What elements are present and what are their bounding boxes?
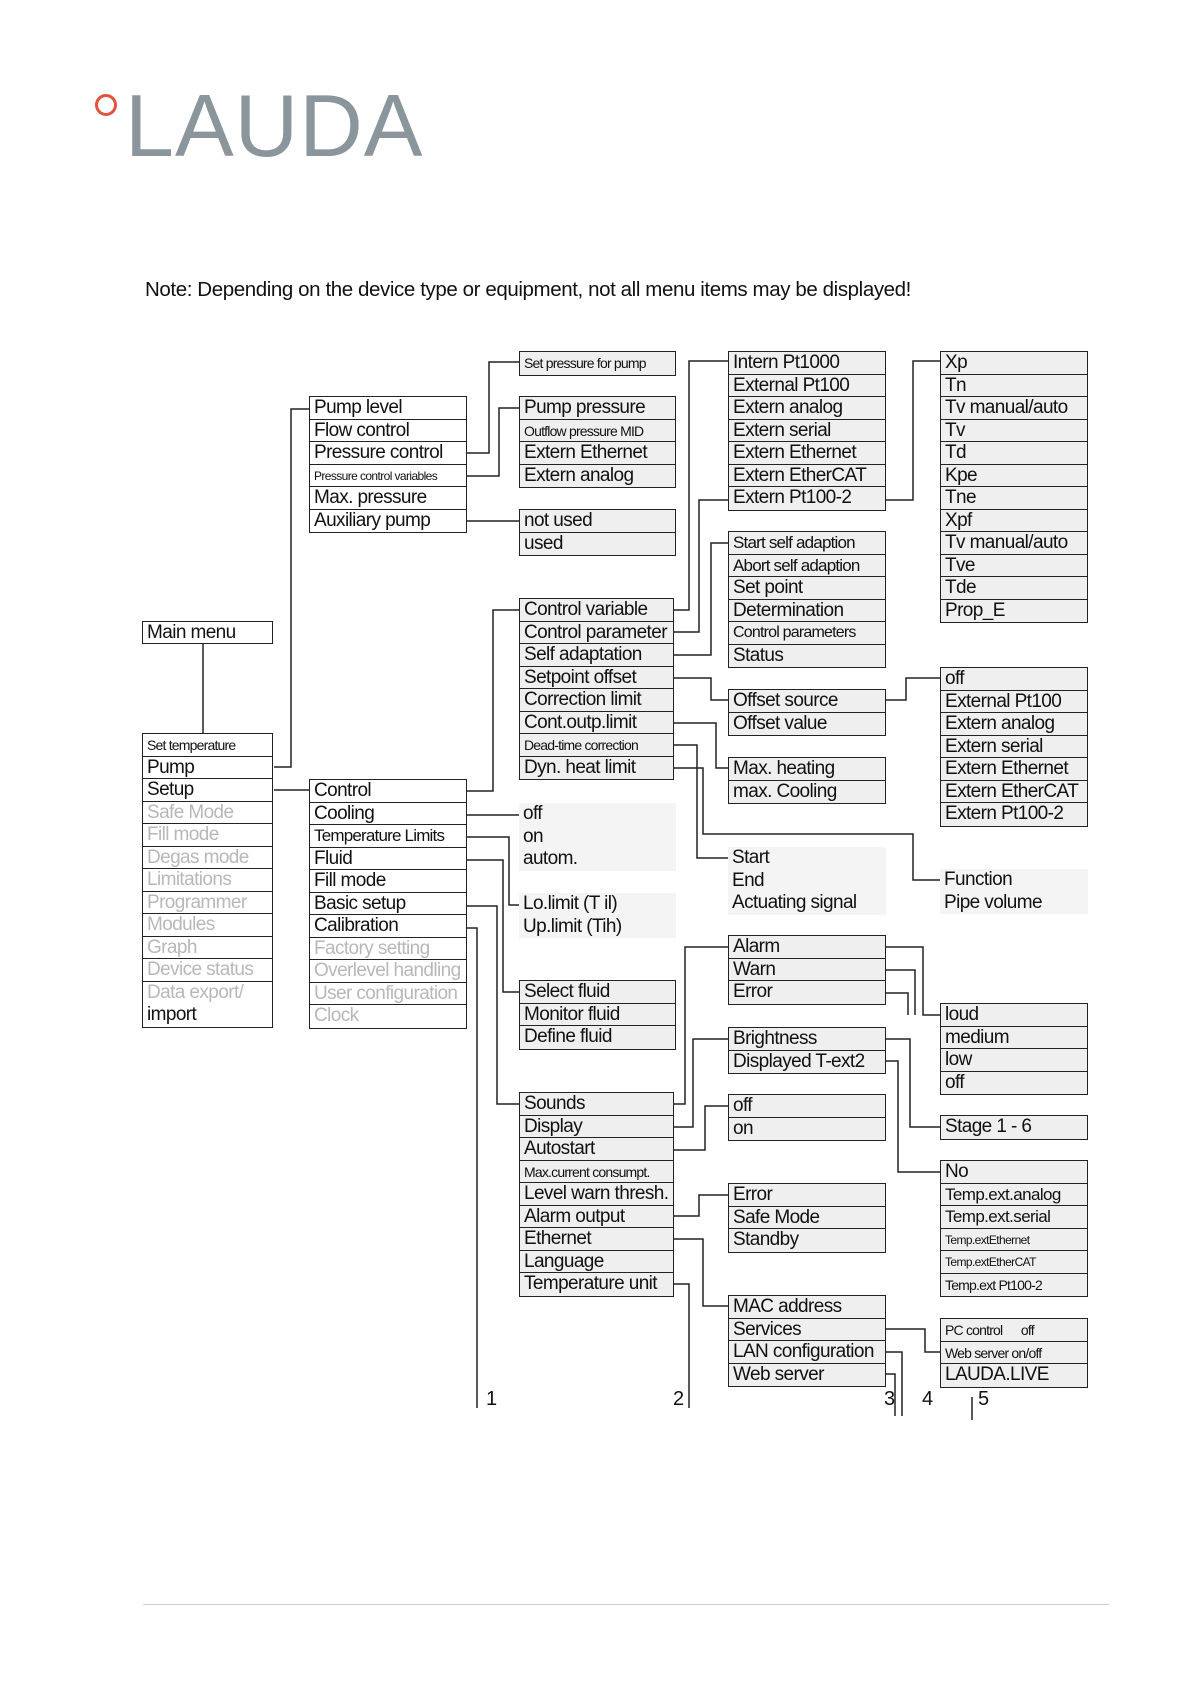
dt-actuating-signal[interactable]: Actuating signal: [732, 892, 857, 913]
setup-factory-setting[interactable]: Factory setting: [310, 938, 466, 961]
note-text: Note: Depending on the device type or equipment, not all menu items may be displayed!: [145, 278, 911, 301]
setup-user-configuration[interactable]: User configuration: [310, 983, 466, 1006]
cv-external-pt100[interactable]: External Pt100: [729, 375, 885, 398]
param-tve[interactable]: Tve: [941, 555, 1087, 578]
ao-standby[interactable]: Standby: [729, 1229, 885, 1252]
os-off[interactable]: off: [941, 668, 1087, 691]
param-kpe[interactable]: Kpe: [941, 465, 1087, 488]
text2-ethernet[interactable]: Temp.extEthernet: [941, 1229, 1087, 1252]
bs-language[interactable]: Language: [520, 1251, 673, 1274]
autostart-on[interactable]: on: [729, 1118, 885, 1141]
vol-loud[interactable]: loud: [941, 1004, 1087, 1027]
os-extern-serial[interactable]: Extern serial: [941, 736, 1087, 759]
cv-intern-pt1000[interactable]: Intern Pt1000: [729, 352, 885, 375]
t-ext2-options: [940, 1160, 1088, 1297]
pressure-control-variables[interactable]: Pressure control variables: [310, 465, 466, 488]
setup-calibration[interactable]: Calibration: [310, 915, 466, 938]
menu-item-graph[interactable]: Graph: [143, 937, 272, 960]
setup-cooling[interactable]: Cooling: [310, 803, 466, 826]
outflow-pressure[interactable]: Outflow pressure MID: [520, 420, 675, 443]
dt-end[interactable]: End: [732, 869, 765, 891]
sa-determination[interactable]: Determination: [729, 600, 885, 623]
brightness[interactable]: Brightness: [729, 1028, 885, 1051]
param-td[interactable]: Td: [941, 442, 1087, 465]
menu-item-programmer[interactable]: Programmer: [143, 892, 272, 915]
footnote-2: 2: [673, 1388, 685, 1410]
self-adaptation-menu: [728, 531, 886, 668]
main-menu-box[interactable]: [142, 621, 273, 644]
basic-setup-menu: [519, 1092, 674, 1297]
cooling-on[interactable]: on: [523, 825, 543, 847]
bs-sounds[interactable]: Sounds: [520, 1093, 673, 1116]
root-menu: [142, 733, 273, 1028]
abort-self-adaption[interactable]: Abort self adaption: [729, 555, 885, 578]
control-parameter[interactable]: Control parameter: [520, 622, 673, 645]
web-server[interactable]: Web server: [729, 1364, 885, 1387]
sa-status[interactable]: Status: [729, 645, 885, 668]
menu-item-fill-mode[interactable]: Fill mode: [143, 824, 272, 847]
setup-fill-mode[interactable]: Fill mode: [310, 870, 466, 893]
setup-temperature-limits[interactable]: Temperature Limits: [310, 825, 466, 848]
setpoint-offset-menu: [728, 689, 886, 736]
footnote-5: 5: [978, 1388, 990, 1410]
bs-display[interactable]: Display: [520, 1116, 673, 1139]
offset-source-options: [940, 667, 1088, 827]
control-variable-options: [728, 351, 886, 511]
temp-limits-menu: [519, 893, 676, 938]
param-prop-e[interactable]: Prop_E: [941, 600, 1087, 623]
brightness-options: [940, 1115, 1088, 1140]
stage-1-6[interactable]: Stage 1 - 6: [941, 1116, 1087, 1139]
text2-analog[interactable]: Temp.ext.analog: [941, 1184, 1087, 1207]
sound-error[interactable]: Error: [729, 981, 885, 1004]
bs-level-warn[interactable]: Level warn thresh.: [520, 1183, 673, 1206]
os-extern-ethernet[interactable]: Extern Ethernet: [941, 758, 1087, 781]
ao-error[interactable]: Error: [729, 1184, 885, 1207]
os-extern-pt100-2[interactable]: Extern Pt100-2: [941, 803, 1087, 826]
bs-temperature-unit[interactable]: Temperature unit: [520, 1273, 673, 1296]
cv-extern-analog[interactable]: Extern analog: [729, 397, 885, 420]
control-params-menu: [940, 351, 1088, 623]
os-extern-ethercat[interactable]: Extern EtherCAT: [941, 781, 1087, 804]
menu-item-pump[interactable]: Pump: [143, 757, 272, 780]
menu-item-setup[interactable]: Setup: [143, 779, 272, 802]
pump-pressure[interactable]: Pump pressure: [520, 397, 675, 420]
dt-start[interactable]: Start: [732, 847, 770, 868]
dhl-function[interactable]: Function: [944, 869, 1013, 890]
param-tne[interactable]: Tne: [941, 487, 1087, 510]
pressure-control[interactable]: Pressure control: [310, 442, 466, 465]
mac-address[interactable]: MAC address: [729, 1296, 885, 1319]
footnote-4: 4: [922, 1388, 934, 1410]
offset-value[interactable]: Offset value: [729, 713, 885, 736]
dead-time-menu: [728, 847, 886, 915]
menu-item-set-temperature[interactable]: Set temperature: [143, 734, 272, 757]
cont-outp-limit[interactable]: Cont.outp.limit: [520, 712, 673, 735]
control-variable[interactable]: Control variable: [520, 599, 673, 622]
bs-autostart[interactable]: Autostart: [520, 1138, 673, 1161]
set-pressure-box: [519, 351, 676, 376]
displayed-t-ext2[interactable]: Displayed T-ext2: [729, 1051, 885, 1074]
cooling-options: [519, 803, 676, 871]
up-limit[interactable]: Up.limit (Tih): [523, 915, 622, 937]
vol-off[interactable]: off: [941, 1072, 1087, 1095]
param-tv-manual-auto-e[interactable]: Tv manual/auto: [941, 532, 1087, 555]
menu-item-data-import[interactable]: import: [147, 1004, 197, 1025]
select-fluid[interactable]: Select fluid: [520, 981, 675, 1004]
cooling-off[interactable]: off: [523, 803, 542, 824]
menu-item-data-export[interactable]: Data export/: [147, 981, 244, 1003]
menu-item-device-status[interactable]: Device status: [143, 959, 272, 982]
text2-ethercat[interactable]: Temp.extEtherCAT: [941, 1251, 1087, 1274]
param-tn[interactable]: Tn: [941, 375, 1087, 398]
correction-limit[interactable]: Correction limit: [520, 689, 673, 712]
web-server-onoff[interactable]: Web server on/off: [941, 1342, 1087, 1365]
menu-item-degas-mode[interactable]: Degas mode: [143, 847, 272, 870]
setup-menu: [309, 779, 467, 1029]
vol-medium[interactable]: medium: [941, 1027, 1087, 1050]
param-tde[interactable]: Tde: [941, 577, 1087, 600]
cv-extern-ethercat[interactable]: Extern EtherCAT: [729, 465, 885, 488]
monitor-fluid[interactable]: Monitor fluid: [520, 1004, 675, 1027]
main-menu-label: Main menu: [147, 622, 236, 643]
setup-fluid[interactable]: Fluid: [310, 848, 466, 871]
text2-serial[interactable]: Temp.ext.serial: [941, 1206, 1087, 1229]
dyn-heat-limit[interactable]: Dyn. heat limit: [520, 757, 673, 780]
lan-configuration[interactable]: LAN configuration: [729, 1341, 885, 1364]
setpoint-offset[interactable]: Setpoint offset: [520, 667, 673, 690]
cooling-autom[interactable]: autom.: [523, 848, 578, 869]
bs-alarm-output[interactable]: Alarm output: [520, 1206, 673, 1229]
setup-overlevel-handling[interactable]: Overlevel handling: [310, 960, 466, 983]
pressure-extern-analog[interactable]: Extern analog: [520, 465, 675, 488]
param-xpf[interactable]: Xpf: [941, 510, 1087, 533]
max-cooling[interactable]: max. Cooling: [729, 781, 885, 804]
control-menu: [519, 598, 674, 780]
services-menu: [940, 1318, 1088, 1388]
pump-level[interactable]: Pump level: [310, 397, 466, 420]
footer-divider: [143, 1604, 1109, 1605]
aux-used[interactable]: used: [520, 533, 675, 556]
pc-control[interactable]: PC control off: [941, 1319, 1087, 1342]
bs-ethernet[interactable]: Ethernet: [520, 1228, 673, 1251]
ao-safe-mode[interactable]: Safe Mode: [729, 1207, 885, 1230]
dhl-pipe-volume[interactable]: Pipe volume: [944, 891, 1042, 913]
menu-item-modules[interactable]: Modules: [143, 914, 272, 937]
set-pressure-for-pump[interactable]: Set pressure for pump: [520, 352, 675, 375]
param-tv[interactable]: Tv: [941, 420, 1087, 443]
sa-set-point[interactable]: Set point: [729, 577, 885, 600]
menu-item-limitations[interactable]: Limitations: [143, 869, 272, 892]
dead-time-correction[interactable]: Dead-time correction: [520, 734, 673, 757]
sound-warn[interactable]: Warn: [729, 959, 885, 982]
dyn-heat-limit-menu: [940, 869, 1088, 914]
param-xp[interactable]: Xp: [941, 352, 1087, 375]
cv-extern-pt100-2[interactable]: Extern Pt100-2: [729, 487, 885, 510]
ethernet-menu: [728, 1295, 886, 1387]
flow-control[interactable]: Flow control: [310, 420, 466, 443]
vol-low[interactable]: low: [941, 1049, 1087, 1072]
logo-wordmark: LAUDA: [125, 76, 424, 175]
text2-pt100-2[interactable]: Temp.ext Pt100-2: [941, 1274, 1087, 1297]
setup-clock[interactable]: Clock: [314, 1005, 359, 1026]
setup-basic-setup[interactable]: Basic setup: [310, 893, 466, 916]
start-self-adaption[interactable]: Start self adaption: [729, 532, 885, 555]
alarm-output-menu: [728, 1183, 886, 1253]
offset-source[interactable]: Offset source: [729, 690, 885, 713]
pressure-vars-menu: [519, 396, 676, 488]
footnote-1: 1: [486, 1388, 498, 1410]
volume-options: [940, 1003, 1088, 1095]
bs-max-current[interactable]: Max.current consumpt.: [520, 1161, 673, 1184]
pump-menu: [309, 396, 467, 533]
fluid-menu: [519, 980, 676, 1050]
aux-not-used[interactable]: not used: [520, 510, 675, 533]
define-fluid[interactable]: Define fluid: [520, 1026, 675, 1049]
os-extern-analog[interactable]: Extern analog: [941, 713, 1087, 736]
menu-item-safe-mode[interactable]: Safe Mode: [143, 802, 272, 825]
lauda-live[interactable]: LAUDA.LIVE: [941, 1364, 1087, 1387]
text2-no[interactable]: No: [941, 1161, 1087, 1184]
max-pressure[interactable]: Max. pressure: [310, 487, 466, 510]
sounds-menu: [728, 935, 886, 1005]
aux-pump-options: [519, 509, 676, 556]
max-heating[interactable]: Max. heating: [729, 758, 885, 781]
lo-limit[interactable]: Lo.limit (T il): [523, 893, 618, 914]
pressure-extern-ethernet[interactable]: Extern Ethernet: [520, 442, 675, 465]
param-tv-manual-auto[interactable]: Tv manual/auto: [941, 397, 1087, 420]
sound-alarm[interactable]: Alarm: [729, 936, 885, 959]
cv-extern-serial[interactable]: Extern serial: [729, 420, 885, 443]
setup-control[interactable]: Control: [310, 780, 466, 803]
self-adaptation[interactable]: Self adaptation: [520, 644, 673, 667]
sa-control-parameters[interactable]: Control parameters: [729, 622, 885, 645]
cv-extern-ethernet[interactable]: Extern Ethernet: [729, 442, 885, 465]
footnote-3: 3: [884, 1388, 896, 1410]
services[interactable]: Services: [729, 1319, 885, 1342]
autostart-off[interactable]: off: [729, 1095, 885, 1118]
display-menu: [728, 1027, 886, 1074]
auxiliary-pump[interactable]: Auxiliary pump: [314, 509, 431, 531]
autostart-options: [728, 1094, 886, 1141]
os-external-pt100[interactable]: External Pt100: [941, 691, 1087, 714]
cont-outp-limit-menu: [728, 757, 886, 804]
